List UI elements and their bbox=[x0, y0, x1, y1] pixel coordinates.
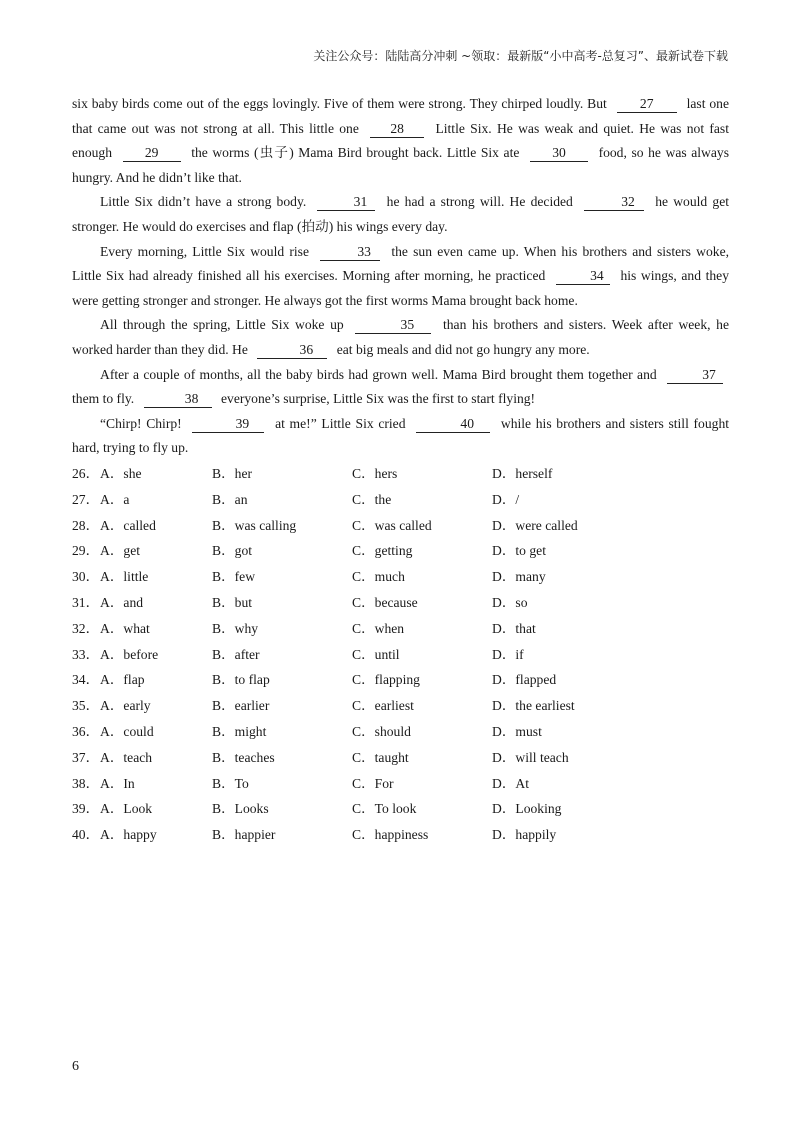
option-b: B．Looks bbox=[212, 801, 269, 817]
passage-text: “Chirp! Chirp! bbox=[100, 415, 182, 431]
option-c: C．was called bbox=[352, 517, 432, 533]
option-b: B．teaches bbox=[212, 749, 275, 765]
option-a: A．early bbox=[100, 698, 151, 714]
option-b: B．an bbox=[212, 491, 248, 507]
question-number: 28． bbox=[72, 517, 100, 533]
question-number: 38． bbox=[72, 775, 100, 791]
page-header: 关注公众号：陆陆高分冲刺 ~领取：最新版“小中高考-总复习”、最新试卷下载 bbox=[313, 49, 728, 63]
blank-31: 31 bbox=[317, 194, 375, 211]
option-d: D．At bbox=[492, 775, 530, 791]
option-b: B．happier bbox=[212, 827, 276, 843]
blank-30: 30 bbox=[530, 145, 588, 162]
paragraph-2 bbox=[72, 190, 729, 239]
passage-text: eat big meals and did not go hungry any more. bbox=[336, 341, 590, 357]
option-c: C．should bbox=[352, 723, 411, 739]
question-number: 35． bbox=[72, 698, 100, 714]
passage-text: the worms (虫子) Mama Bird brought back. Little Six ate bbox=[191, 145, 520, 161]
blank-34: 34 bbox=[556, 268, 610, 285]
option-d: D．/ bbox=[492, 491, 520, 507]
passage-text: at me!” Little Six cried bbox=[275, 415, 406, 431]
passage-text: Every morning, Little Six would rise bbox=[100, 243, 309, 259]
option-d: D．happily bbox=[492, 827, 557, 843]
question-number: 32． bbox=[72, 620, 100, 636]
blank-33: 33 bbox=[320, 244, 380, 261]
option-a: A．flap bbox=[100, 672, 145, 688]
option-a: A．a bbox=[100, 491, 130, 507]
option-c: C．because bbox=[352, 594, 418, 610]
option-a: A．called bbox=[100, 517, 156, 533]
passage-text: Little Six didn’t have a strong body. bbox=[100, 194, 307, 210]
page-number: 6 bbox=[72, 1059, 79, 1074]
paragraph-3 bbox=[72, 240, 729, 314]
option-a: A．Look bbox=[100, 801, 153, 817]
option-d: D．that bbox=[492, 620, 536, 636]
blank-27: 27 bbox=[617, 96, 677, 113]
paragraph-1 bbox=[72, 92, 729, 190]
option-a: A．get bbox=[100, 543, 141, 559]
option-c: C．earliest bbox=[352, 698, 414, 714]
question-number: 39． bbox=[72, 801, 100, 817]
passage-text: After a couple of months, all the baby birds had grown well. Mama Bird brought them together and bbox=[100, 366, 657, 382]
paragraph-5 bbox=[72, 363, 729, 412]
passage-text: last one that came out was not strong at all. This little one bbox=[72, 96, 729, 136]
option-a: A．In bbox=[100, 775, 135, 791]
blank-35: 35 bbox=[355, 317, 431, 334]
option-c: C．hers bbox=[352, 466, 398, 481]
question-number: 31． bbox=[72, 594, 100, 610]
passage-text: All through the spring, Little Six woke up bbox=[100, 317, 344, 333]
option-c: C．To look bbox=[352, 801, 417, 817]
option-a: A．little bbox=[100, 569, 149, 585]
passage-text: the sun even came up. When his brothers and sisters woke, Little Six had already finished all his exercises. Morning after morning, he practiced bbox=[72, 243, 729, 284]
option-b: B．earlier bbox=[212, 698, 270, 714]
option-c: C．when bbox=[352, 620, 405, 636]
option-b: B．to flap bbox=[212, 672, 270, 688]
option-d: D．herself bbox=[492, 466, 553, 481]
option-d: D．were called bbox=[492, 517, 578, 533]
option-d: D．will teach bbox=[492, 749, 569, 765]
option-a: A．and bbox=[100, 594, 144, 610]
option-d: D．many bbox=[492, 569, 546, 585]
option-b: B．was calling bbox=[212, 517, 297, 533]
option-d: D．the earliest bbox=[492, 698, 575, 714]
passage-text: food, so he was always hungry. And he didn’t like that. bbox=[72, 145, 729, 185]
option-c: C．flapping bbox=[352, 672, 420, 688]
option-a: A．could bbox=[100, 723, 154, 739]
passage-text: them to fly. bbox=[72, 391, 135, 407]
option-d: D．to get bbox=[492, 543, 546, 559]
option-c: C．much bbox=[352, 569, 405, 585]
option-d: D．if bbox=[492, 646, 524, 662]
passage-text: he would get stronger. He would do exercises and flap (拍动) his wings every day. bbox=[72, 194, 730, 234]
question-number: 29． bbox=[72, 543, 100, 559]
option-c: C．getting bbox=[352, 543, 413, 559]
option-b: B．few bbox=[212, 569, 256, 585]
option-b: B．might bbox=[212, 723, 267, 739]
option-b: B．after bbox=[212, 646, 260, 662]
option-d: D．so bbox=[492, 594, 528, 610]
question-number: 40． bbox=[72, 827, 100, 843]
option-a: A．she bbox=[100, 466, 142, 481]
blank-32: 32 bbox=[584, 194, 644, 211]
question-number: 27． bbox=[72, 491, 100, 507]
option-b: B．her bbox=[212, 466, 253, 481]
question-number: 34． bbox=[72, 672, 100, 688]
blank-38: 38 bbox=[144, 391, 212, 408]
option-d: D．flapped bbox=[492, 672, 557, 688]
passage-text: while his brothers and sisters still fought hard, trying to fly up. bbox=[72, 415, 730, 456]
blank-37: 37 bbox=[667, 367, 723, 384]
option-b: B．To bbox=[212, 775, 249, 791]
option-b: B．got bbox=[212, 543, 253, 559]
paragraph-4 bbox=[72, 313, 729, 362]
blank-39: 39 bbox=[192, 416, 264, 433]
option-d: D．Looking bbox=[492, 801, 562, 817]
blank-29: 29 bbox=[123, 145, 181, 162]
option-d: D．must bbox=[492, 723, 542, 739]
question-number: 33． bbox=[72, 646, 100, 662]
option-c: C．the bbox=[352, 491, 392, 507]
option-a: A．teach bbox=[100, 749, 153, 765]
option-b: B．why bbox=[212, 620, 259, 636]
option-c: C．taught bbox=[352, 749, 409, 765]
passage-text: everyone’s surprise, Little Six was the first to start flying! bbox=[220, 391, 536, 407]
passage-text: six baby birds come out of the eggs lovingly. Five of them were strong. They chirped loudly. But bbox=[72, 96, 607, 111]
blank-28: 28 bbox=[370, 121, 424, 138]
blank-36: 36 bbox=[257, 342, 327, 359]
question-number: 26． bbox=[72, 466, 100, 481]
blank-40: 40 bbox=[416, 416, 490, 433]
cloze-passage bbox=[72, 92, 729, 461]
option-a: A．what bbox=[100, 620, 150, 636]
question-number: 36． bbox=[72, 723, 100, 739]
passage-text: than his brothers and sisters. Week after week, he worked harder than they did. He bbox=[72, 317, 729, 357]
option-a: A．before bbox=[100, 646, 159, 662]
question-number: 37． bbox=[72, 749, 100, 765]
option-b: B．but bbox=[212, 594, 253, 610]
question-number: 30． bbox=[72, 569, 100, 585]
passage-text: he had a strong will. He decided bbox=[386, 194, 573, 210]
passage-text: Little Six. He was weak and quiet. He was not fast enough bbox=[72, 120, 729, 161]
option-a: A．happy bbox=[100, 827, 157, 843]
paragraph-6 bbox=[72, 412, 729, 461]
passage-text: his wings, and they were getting stronger and stronger. He always got the first worms Mama brought back home. bbox=[72, 268, 729, 308]
option-c: C．until bbox=[352, 646, 400, 662]
option-c: C．For bbox=[352, 775, 394, 791]
option-c: C．happiness bbox=[352, 827, 429, 843]
